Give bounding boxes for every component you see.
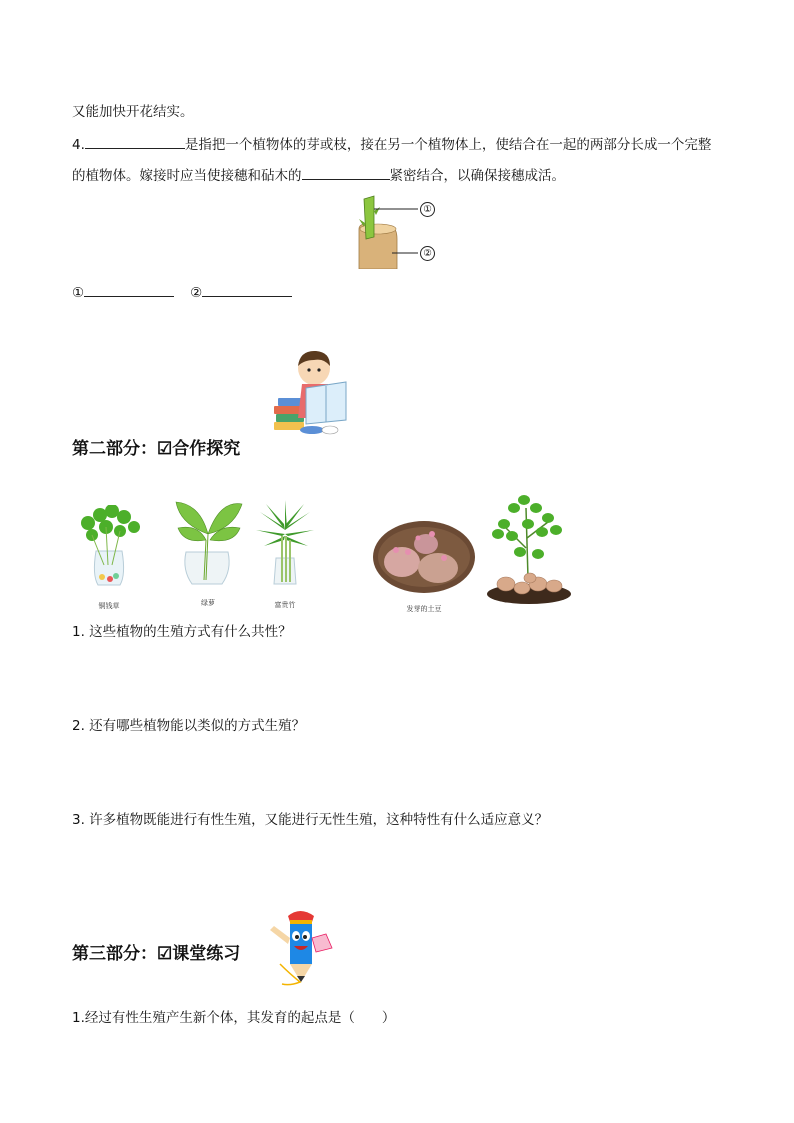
pennywort-icon bbox=[76, 505, 142, 591]
lucky-bamboo-icon bbox=[252, 500, 318, 590]
reading-child-icon bbox=[272, 348, 350, 436]
reading-child-illustration bbox=[272, 348, 350, 436]
pencil-mascot-icon bbox=[260, 908, 340, 988]
caption-sprouting-potato: 发芽的土豆 bbox=[406, 605, 442, 613]
part-2-question-2: 2. 还有哪些植物能以类似的方式生殖？ bbox=[72, 718, 306, 734]
plant-image-sprouting-potato bbox=[372, 518, 476, 612]
question-4-line-1 bbox=[72, 134, 711, 155]
plant-image-pennywort bbox=[76, 505, 142, 610]
scion-bud bbox=[374, 207, 380, 215]
diagram-answer-row bbox=[72, 282, 292, 303]
continuation-line: 又能加快开花结实。 bbox=[72, 104, 194, 120]
answer-blank-grafting[interactable] bbox=[85, 134, 185, 149]
question-4-line-2 bbox=[72, 165, 565, 186]
answer-label-2: ② bbox=[190, 285, 203, 301]
scion-shape bbox=[364, 196, 374, 239]
part-3-heading: 第三部分：☑课堂练习 bbox=[72, 944, 241, 964]
part-3-question-1: 1.经过有性生殖产生新个体，其发育的起点是（ ） bbox=[72, 1010, 396, 1026]
plant-image-potato-plant bbox=[486, 488, 572, 606]
answer-blank-cambium[interactable] bbox=[302, 165, 390, 180]
question-4-number: 4. bbox=[72, 137, 85, 153]
plant-image-pothos bbox=[170, 494, 246, 606]
diagram-label-2: ② bbox=[420, 246, 435, 261]
question-4-text-b: 的植物体。嫁接时应当使接穗和砧木的 bbox=[72, 168, 302, 184]
caption-pothos: 绿萝 bbox=[201, 599, 215, 607]
part-2-question-3: 3. 许多植物既能进行有性生殖，又能进行无性生殖，这种特性有什么适应意义？ bbox=[72, 812, 549, 828]
question-4-text-c: 紧密结合，以确保接穗成活。 bbox=[389, 168, 565, 184]
pencil-mascot-illustration bbox=[260, 908, 340, 988]
question-4-text-a: 是指把一个植物体的芽或枝，接在另一个植物体上，使结合在一起的两部分长成一个完整 bbox=[184, 137, 712, 153]
diagram-label-1: ① bbox=[420, 202, 435, 217]
plant-image-lucky-bamboo bbox=[252, 500, 318, 609]
answer-blank-2[interactable] bbox=[202, 282, 292, 297]
answer-blank-1[interactable] bbox=[84, 282, 174, 297]
caption-lucky-bamboo: 富贵竹 bbox=[274, 601, 296, 609]
potato-plant-icon bbox=[486, 488, 572, 606]
pothos-icon bbox=[170, 494, 246, 590]
grafting-diagram bbox=[352, 193, 442, 269]
sprouting-potato-icon bbox=[372, 518, 476, 596]
caption-pennywort: 铜钱草 bbox=[98, 602, 120, 610]
answer-label-1: ① bbox=[72, 285, 85, 301]
part-2-question-1: 1. 这些植物的生殖方式有什么共性？ bbox=[72, 624, 292, 640]
part-2-heading: 第二部分：☑合作探究 bbox=[72, 439, 241, 459]
